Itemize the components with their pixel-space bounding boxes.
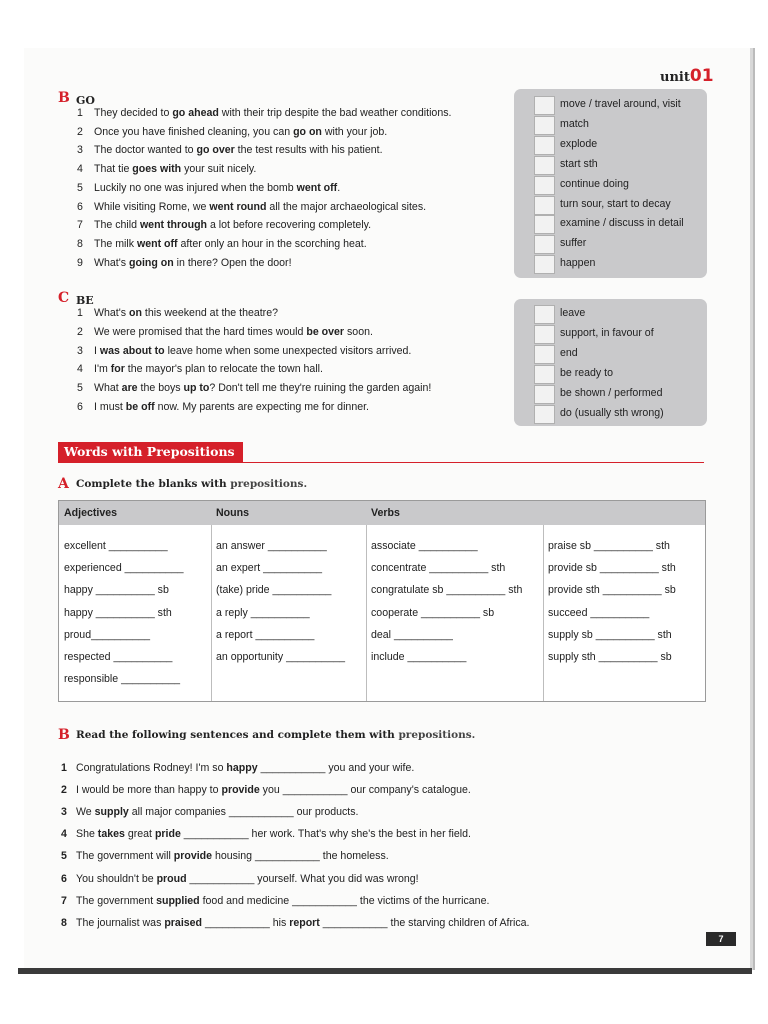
sentence-number: 1 <box>61 762 67 774</box>
exercise-sentence <box>61 873 419 885</box>
exercise-sentence <box>61 806 358 818</box>
text-fragment: all major companies ___________ our products. <box>128 806 359 819</box>
sentence-number: 3 <box>77 344 83 357</box>
text-fragment: ___________ yourself. What you did was wrong! <box>186 872 419 885</box>
keyword: proud <box>156 872 187 885</box>
table-cell-verbs1: associate __________ <box>371 540 478 552</box>
sentence-number: 1 <box>77 307 83 319</box>
keyword: for <box>110 363 125 376</box>
text-fragment: The child <box>94 219 140 232</box>
text-fragment: ___________ her work. That's why she's the best in her field. <box>180 828 471 841</box>
meaning-label: suffer <box>560 237 587 250</box>
keyword: supply <box>94 806 129 819</box>
meaning-label: end <box>560 346 578 359</box>
text-fragment: The government <box>76 894 157 907</box>
table-cell-nouns: an expert __________ <box>216 562 323 575</box>
keyword: go ahead <box>172 107 219 119</box>
text-fragment: food and medicine ___________ the victims of the hurricane. <box>199 894 490 907</box>
text-fragment: with their trip despite the bad weather conditions. <box>218 107 452 119</box>
part-a-letter: A <box>58 476 69 492</box>
prepositions-table <box>58 500 706 702</box>
table-cell-verbs1: include __________ <box>371 651 467 663</box>
text-fragment: this weekend at the theatre? <box>141 307 278 319</box>
part-b-letter: B <box>58 727 70 743</box>
text-fragment: She <box>76 828 98 841</box>
text-fragment: The government will <box>76 850 174 863</box>
meaning-label: start sth <box>560 157 598 170</box>
table-cell-adjectives: happy __________ sb <box>64 584 169 597</box>
table-cell-adjectives: excellent __________ <box>64 540 168 552</box>
sentence-number: 4 <box>77 163 83 176</box>
text-fragment: ? Don't tell me they're ruining the garden again! <box>209 382 432 395</box>
meaning-label: happen <box>560 257 596 270</box>
phrasal-sentence <box>77 126 387 138</box>
text-fragment: What <box>94 382 122 395</box>
answer-box[interactable] <box>534 116 555 135</box>
text-fragment: . <box>337 181 341 194</box>
phrasal-sentence <box>77 144 383 156</box>
section-c-title: BE <box>76 294 94 307</box>
meaning-label: examine / discuss in detail <box>560 217 684 230</box>
table-cell-verbs2: praise sb __________ sth <box>548 540 670 552</box>
sentence-number: 6 <box>77 401 83 413</box>
sentence-number: 5 <box>77 382 83 395</box>
meaning-label: turn sour, start to decay <box>560 197 671 210</box>
keyword: up to <box>183 382 210 395</box>
text-fragment: While visiting Rome, we <box>94 200 210 213</box>
sentence-number: 7 <box>77 219 83 232</box>
text-fragment: in there? Open the door! <box>173 256 292 269</box>
phrasal-sentence <box>77 307 278 319</box>
keyword: go on <box>293 125 322 138</box>
text-fragment: housing ___________ the homeless. <box>212 850 389 863</box>
answer-box[interactable] <box>534 385 555 404</box>
keyword: went off <box>296 181 338 194</box>
phrasal-sentence <box>77 238 367 250</box>
text-fragment: after only an hour in the scorching heat. <box>177 237 367 250</box>
keyword: be off <box>125 401 155 413</box>
answer-box[interactable] <box>534 156 555 175</box>
meaning-label: explode <box>560 137 598 150</box>
meaning-label: support, in favour of <box>560 326 654 339</box>
text-fragment: I'm <box>94 363 111 376</box>
keyword: happy <box>226 762 258 774</box>
text-fragment: We <box>76 806 95 819</box>
phrasal-sentence <box>77 219 371 231</box>
text-fragment: the mayor's plan to relocate the town hall. <box>124 363 323 376</box>
text-fragment: Congratulations Rodney! I'm so <box>76 762 227 774</box>
part-a-instruction: Complete the blanks with prepositions. <box>76 478 308 490</box>
keyword: on <box>129 307 142 319</box>
text-fragment: leave home when some unexpected visitors arrived. <box>164 344 412 357</box>
part-b-instruction: Read the following sentences and complete them with prepositions. <box>76 729 476 741</box>
answer-box[interactable] <box>534 255 555 274</box>
meaning-label: be ready to <box>560 366 614 379</box>
keyword: supplied <box>156 894 200 907</box>
table-cell-nouns: a reply __________ <box>216 606 310 619</box>
answer-box[interactable] <box>534 235 555 254</box>
text-fragment: ___________ the starving children of Africa. <box>319 916 530 929</box>
column-divider <box>211 525 212 701</box>
phrasal-sentence <box>77 326 373 338</box>
answer-box[interactable] <box>534 176 555 195</box>
sentence-number: 6 <box>61 872 67 885</box>
phrasal-sentence <box>77 401 369 413</box>
table-cell-verbs1: congratulate sb __________ sth <box>371 584 523 597</box>
header-adjectives: Adjectives <box>64 507 117 519</box>
table-cell-verbs2: supply sth __________ sb <box>548 651 672 663</box>
phrasal-sentence <box>77 107 451 119</box>
sentence-number: 1 <box>77 107 83 119</box>
keyword: are <box>121 382 138 395</box>
exercise-sentence <box>61 895 489 907</box>
text-fragment: a lot before recovering completely. <box>207 219 372 232</box>
sentence-number: 4 <box>61 828 67 841</box>
text-fragment: That tie <box>94 163 133 176</box>
sentence-number: 8 <box>77 237 83 250</box>
sentence-number: 3 <box>77 144 83 157</box>
text-fragment: The doctor wanted to <box>94 144 197 157</box>
text-fragment: We were promised that the hard times would <box>94 325 307 338</box>
table-cell-adjectives: proud__________ <box>64 628 151 641</box>
meaning-label: be shown / performed <box>560 386 663 399</box>
text-fragment: Once you have finished cleaning, you can <box>94 125 294 138</box>
text-fragment: What's <box>94 256 129 269</box>
sentence-number: 4 <box>77 363 83 376</box>
text-fragment: ___________ his <box>202 916 290 929</box>
header-verbs: Verbs <box>371 507 400 519</box>
column-divider <box>366 525 367 701</box>
keyword: was about to <box>99 344 165 357</box>
text-fragment: I must <box>94 401 126 413</box>
keyword: pride <box>154 828 181 841</box>
column-divider <box>543 525 544 701</box>
answer-box[interactable] <box>534 365 555 384</box>
phrasal-sentence <box>77 201 426 213</box>
keyword: provide <box>173 850 213 863</box>
header-nouns: Nouns <box>216 507 249 519</box>
answer-box[interactable] <box>534 196 555 215</box>
text-fragment: You shouldn't be <box>76 872 157 885</box>
sentence-number: 3 <box>61 806 67 819</box>
table-cell-nouns: an opportunity __________ <box>216 651 346 663</box>
phrasal-sentence <box>77 345 411 357</box>
text-fragment: all the major archaeological sites. <box>266 200 427 213</box>
text-fragment: The milk <box>94 237 137 250</box>
keyword: went off <box>136 237 178 250</box>
table-cell-nouns: an answer __________ <box>216 540 327 552</box>
table-cell-verbs2: succeed __________ <box>548 606 650 619</box>
phrasal-sentence <box>77 363 323 375</box>
text-fragment: I would be more than happy to <box>76 784 222 797</box>
sentence-number: 2 <box>77 325 83 338</box>
keyword: goes with <box>132 163 182 176</box>
section-b-title: GO <box>76 94 95 107</box>
table-cell-verbs1: cooperate __________ sb <box>371 606 495 619</box>
exercise-sentence <box>61 828 471 840</box>
table-cell-adjectives: responsible __________ <box>64 673 181 686</box>
sentence-number: 6 <box>77 200 83 213</box>
answer-box[interactable] <box>534 136 555 155</box>
table-cell-verbs2: provide sth __________ sb <box>548 584 676 597</box>
sentence-number: 2 <box>77 125 83 138</box>
phrasal-sentence <box>77 182 340 194</box>
keyword: went through <box>139 219 208 232</box>
table-cell-verbs1: deal __________ <box>371 628 453 641</box>
keyword: going on <box>129 256 174 269</box>
page-shadow <box>18 968 752 974</box>
meaning-label: leave <box>560 307 586 319</box>
text-fragment: with your job. <box>321 125 388 138</box>
text-fragment: They decided to <box>94 107 173 119</box>
sentence-number: 8 <box>61 916 67 929</box>
phrasal-sentence <box>77 257 292 269</box>
text-fragment: your suit nicely. <box>181 163 257 176</box>
table-cell-adjectives: happy __________ sth <box>64 606 172 619</box>
text-fragment: great <box>124 828 155 841</box>
table-cell-verbs2: provide sb __________ sth <box>548 562 676 575</box>
text-fragment: the boys <box>137 382 184 395</box>
text-fragment: now. My parents are expecting me for dinner. <box>154 401 369 413</box>
sentence-number: 7 <box>61 894 67 907</box>
sentence-number: 5 <box>77 181 83 194</box>
phrasal-sentence <box>77 382 431 394</box>
keyword: went round <box>209 200 267 213</box>
meaning-label: move / travel around, visit <box>560 98 681 110</box>
table-cell-adjectives: experienced __________ <box>64 562 184 575</box>
exercise-sentence <box>61 917 529 929</box>
table-cell-nouns: (take) pride __________ <box>216 584 332 597</box>
keyword: provide <box>221 784 260 797</box>
table-cell-verbs2: supply sb __________ sth <box>548 628 672 641</box>
sentence-number: 9 <box>77 256 83 269</box>
sentence-number: 2 <box>61 784 67 797</box>
keyword: report <box>289 916 320 929</box>
text-fragment: ___________ you and your wife. <box>257 762 415 774</box>
page-number: 7 <box>706 932 736 946</box>
table-cell-nouns: a report __________ <box>216 628 315 641</box>
words-with-prepositions-banner: Words with Prepositions <box>58 442 243 462</box>
section-c-letter: C <box>58 290 70 306</box>
text-fragment: I <box>94 344 100 357</box>
meaning-label: match <box>560 117 589 130</box>
answer-box[interactable] <box>534 215 555 234</box>
answer-box[interactable] <box>534 96 555 115</box>
answer-box[interactable] <box>534 325 555 344</box>
table-cell-verbs1: concentrate __________ sth <box>371 562 506 575</box>
unit-label: unit01 <box>660 66 714 86</box>
answer-box[interactable] <box>534 345 555 364</box>
meaning-label: continue doing <box>560 177 629 190</box>
text-fragment: soon. <box>344 325 373 338</box>
banner-rule <box>58 462 704 463</box>
meaning-label: do (usually sth wrong) <box>560 406 664 419</box>
exercise-sentence <box>61 850 389 862</box>
phrasal-sentence <box>77 163 256 175</box>
sentence-number: 5 <box>61 850 67 863</box>
exercise-sentence <box>61 762 414 774</box>
keyword: takes <box>97 828 125 841</box>
text-fragment: the test results with his patient. <box>234 144 383 157</box>
text-fragment: Luckily no one was injured when the bomb <box>94 181 297 194</box>
answer-box[interactable] <box>534 305 555 324</box>
keyword: praised <box>164 916 203 929</box>
section-b-letter: B <box>58 90 70 106</box>
answer-box[interactable] <box>534 405 555 424</box>
keyword: go over <box>196 144 235 157</box>
table-cell-adjectives: respected __________ <box>64 651 173 663</box>
keyword: be over <box>306 325 345 338</box>
exercise-sentence <box>61 784 471 796</box>
text-fragment: What's <box>94 307 129 319</box>
text-fragment: The journalist was <box>76 916 165 929</box>
text-fragment: you ___________ our company's catalogue. <box>259 784 471 797</box>
